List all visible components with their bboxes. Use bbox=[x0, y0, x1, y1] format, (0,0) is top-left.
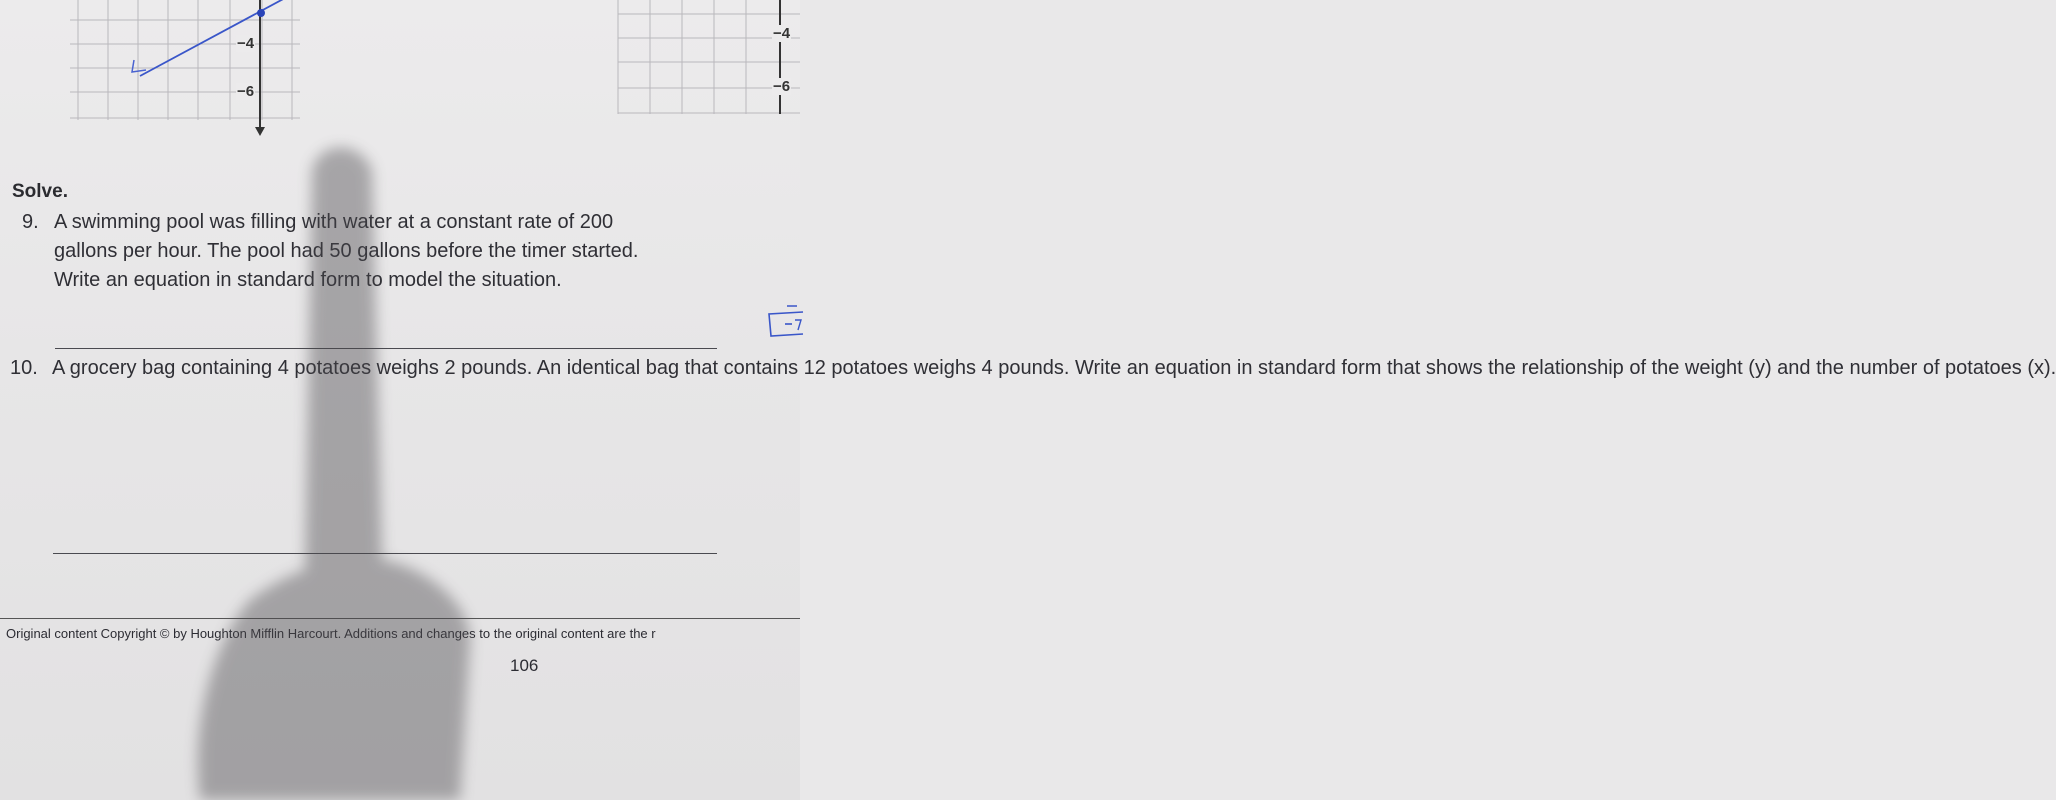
tick-label-neg6-right: −6 bbox=[773, 78, 791, 95]
answer-line-9[interactable] bbox=[55, 348, 717, 349]
plotted-point bbox=[257, 9, 265, 17]
section-heading: Solve. bbox=[12, 181, 68, 202]
problem-text: A grocery bag containing 4 potatoes weighs 2 pounds. An identical bag that contains 12 potatoes weighs 4 pounds. Write an equation in standard form that shows the relationship of the weight (y) and the number of potatoes (x). bbox=[52, 357, 2056, 379]
copyright-notice: Original content Copyright © by Houghton Mifflin Harcourt. Additions and changes to the original content are the r bbox=[6, 626, 656, 641]
problem-number: 10. bbox=[10, 357, 38, 379]
right-graph bbox=[600, 0, 800, 125]
tick-label-neg4-left: −4 bbox=[237, 35, 255, 52]
drawn-line bbox=[140, 0, 300, 76]
page-number: 106 bbox=[510, 656, 539, 675]
problem-text: A swimming pool was filling with water at a constant rate of 200 gallons per hour. The pool had 50 gallons before the timer started. Write an equation in standard form to model the situation. bbox=[54, 211, 639, 291]
answer-line-10[interactable] bbox=[53, 553, 717, 554]
handwritten-bracket-mark bbox=[765, 302, 805, 342]
tick-label-neg4-right: −4 bbox=[773, 25, 791, 42]
tick-label-neg6-left: −6 bbox=[237, 83, 255, 100]
left-graph bbox=[70, 0, 300, 140]
handwritten-scribble bbox=[128, 56, 158, 78]
problem-number: 9. bbox=[22, 211, 39, 233]
footer-divider bbox=[0, 618, 800, 619]
